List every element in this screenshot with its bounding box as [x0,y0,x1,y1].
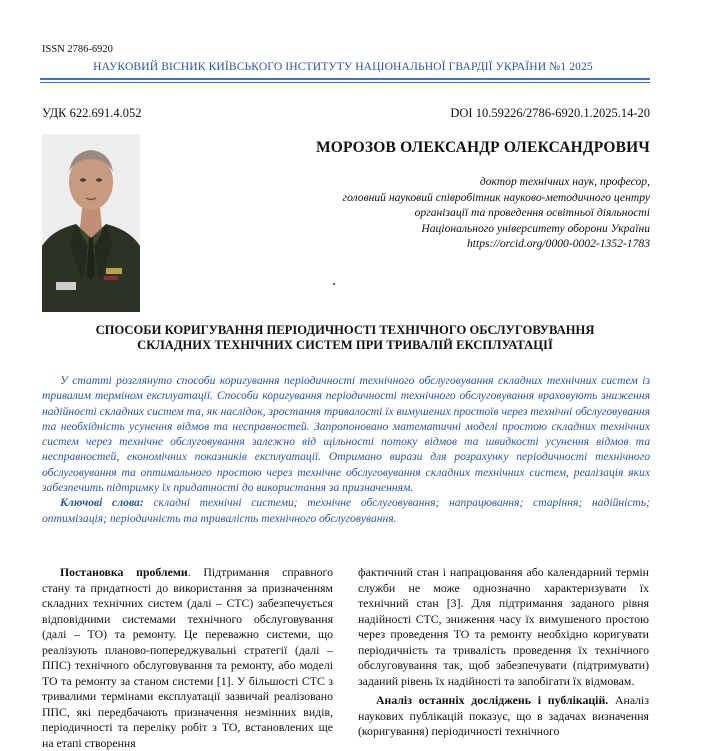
analysis-paragraph [358,693,649,740]
article-title-line1: СПОСОБИ КОРИГУВАННЯ ПЕРІОДИЧНОСТІ ТЕХНІЧНОГО ОБСЛУГОВУВАННЯ [95,323,595,337]
keywords-label: Ключові слова: [60,496,144,510]
author-photo [42,134,140,312]
keywords-text: складні технічні системи; технічне обслуговування; напрацювання; старіння; надійність; оптимізація; періодичність та тривалість технічного обслуговування. [42,496,650,525]
body-column-right [358,565,649,740]
author-name: МОРОЗОВ ОЛЕКСАНДР ОЛЕКСАНДРОВИЧ [315,139,650,156]
problem-paragraph [42,565,333,751]
credential-degree: доктор технічних наук, професор, [479,175,650,188]
stray-dot [333,283,335,285]
orcid-link[interactable]: https://orcid.org/0000-0002-1352-1783 [466,237,650,251]
keywords-paragraph [42,495,650,526]
doi: DOI 10.59226/2786-6920.1.2025.14-20 [450,106,650,120]
header-rule-thin [40,82,650,83]
author-credentials [343,174,650,252]
issn: ISSN 2786-6920 [42,44,113,55]
credential-position: головний науковий співробітник науково-методичного центру [342,190,650,204]
credential-university: Національного університету оборони України [421,221,650,235]
analysis-heading: Аналіз останніх досліджень і публікацій. [376,693,609,707]
article-title-line2: СКЛАДНИХ ТЕХНІЧНИХ СИСТЕМ ПРИ ТРИВАЛІЙ ЕКСПЛУАТАЦІЇ [137,338,553,352]
credential-department: організації та проведення освітньої діяльності [414,206,650,220]
body-column-left [42,565,333,751]
article-title [40,323,650,353]
udk-code: УДК 622.691.4.052 [42,106,142,120]
continued-paragraph: фактичний стан і напрацювання або календарний термін служби не може однозначно характеризувати їх технічний стан [3]. Для підтримання заданого рівня надійності СТС, зниження часу їх вимушеного простою через проведення ТО та ремонту необхідно коригувати періодичність та тривалість проведення їх технічного обслуговування так, щоб забезпечувати (підтримувати) заданий рівень їх надійності та запобігати їх відмовам. [358,565,649,688]
problem-heading: Постановка проблеми [60,565,188,579]
journal-title: НАУКОВИЙ ВІСНИК КИЇВСЬКОГО ІНСТИТУТУ НАЦІОНАЛЬНОЇ ГВАРДІЇ УКРАЇНИ №1 2025 [93,60,593,73]
problem-text: . Підтримання справного стану та придатності до використання за призначенням складних технічних систем (далі – СТС) забезпечується відповідними системами технічного обслуговування (далі – ТО) та ремонту. Це переважно системи, що реалізують планово-попереджувальні стратегії (далі – ППС) технічного обслуговування та ремонту, або моделі ТО та ремонту за станом системи [1]. У більшості СТС з тривалими термінами експлуатації зазвичай реалізовано ППС, які передбачають призначення незмінних видів, періодичності та переліку робіт з ТО, встановлених ще на етапі створення [42,565,333,750]
abstract-text: У статті розглянуто способи коригування періодичності технічного обслуговування складних технічних систем із тривалим терміном експлуатації. Способи коригування періодичності технічного обслуговування враховують зниження надійності складних систем та, як наслідок, зростання тривалості їх вимушених простоїв через технічні обслуговування та необхідність усунення відмов та несправностей. Запропоновано математичні моделі простою складних технічних систем через технічне обслуговування залежно від щільності потоку відмов та швидкості усунення відмов та несправностей, економічних показників експлуатації. Отримано вирази для розрахунку періодичності технічного обслуговування та оптимального простою через технічне обслуговування складних технічних систем, реалізація яких забезпечить підтримку їх придатності до використання за призначенням. [42,374,650,495]
analysis-text: Аналіз наукових публікацій показує, що в задачах визначення (коригування) періодичності технічного [358,693,649,738]
abstract [42,373,650,526]
header-rule-thick [40,78,650,80]
